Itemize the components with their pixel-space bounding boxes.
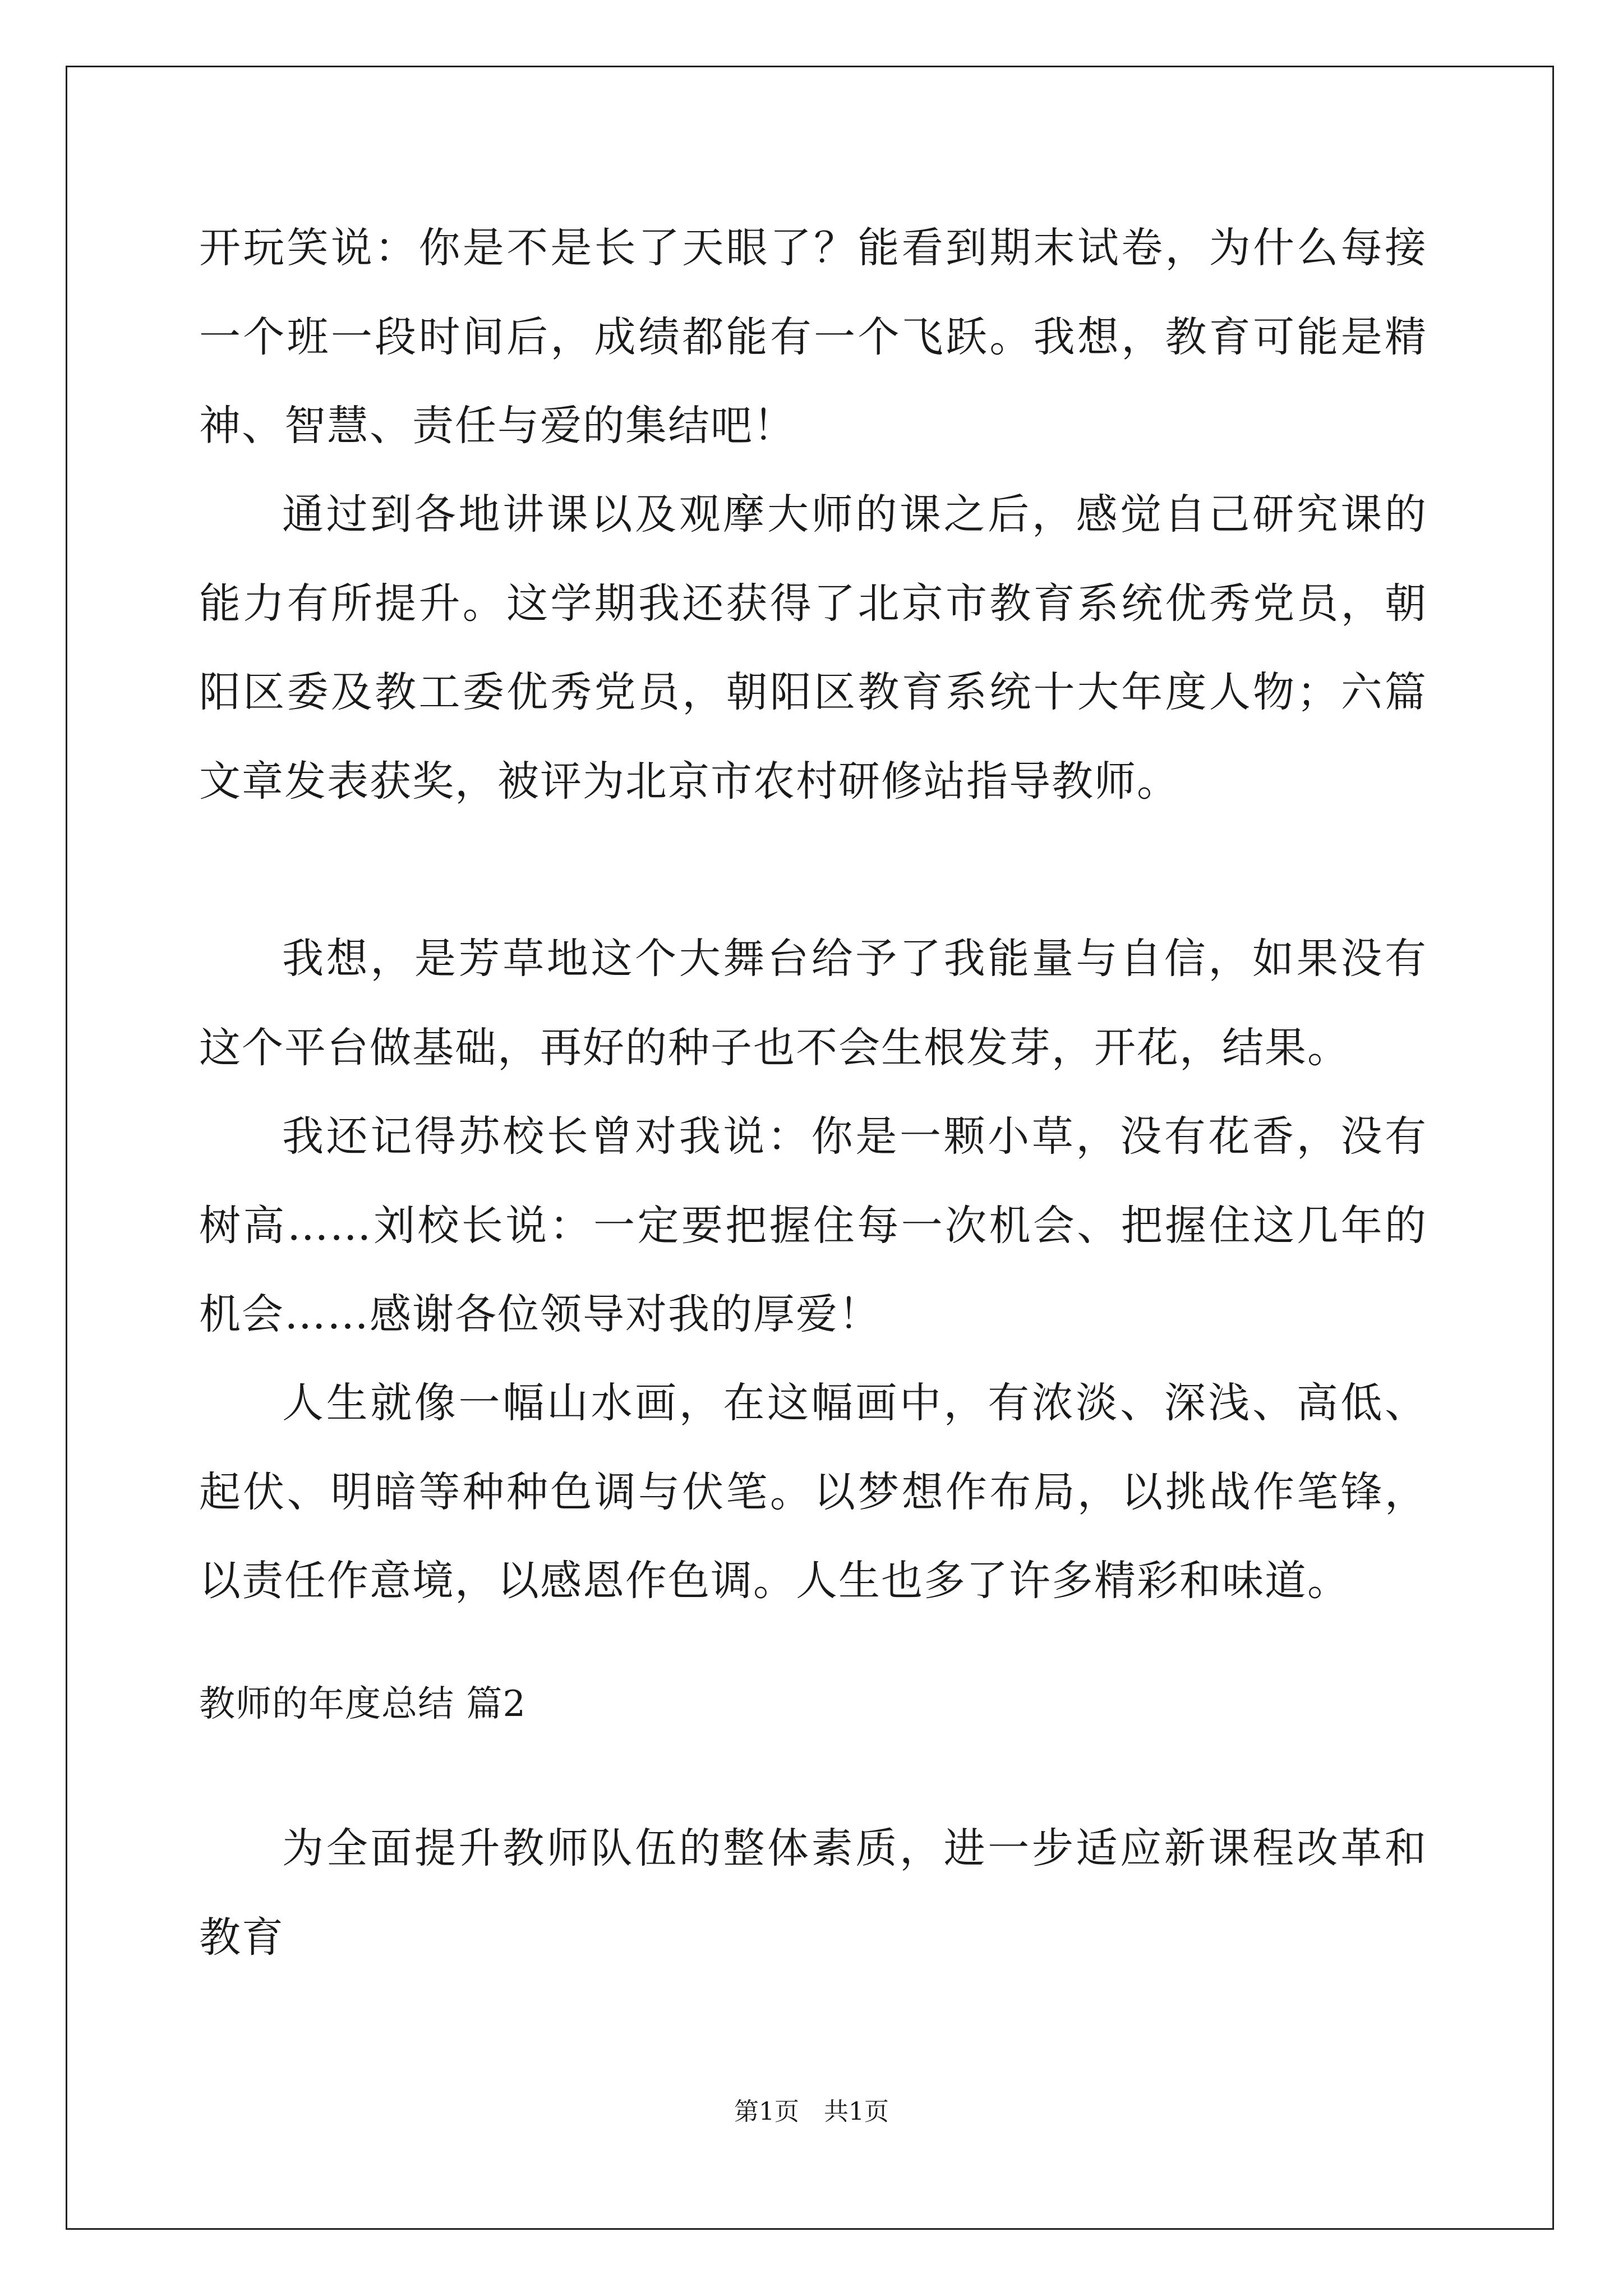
paragraph-principals: 我还记得苏校长曾对我说：你是一颗小草，没有花香，没有树高……刘校长说：一定要把握住每一次机会、把握住这几年的机会……感谢各位领导对我的厚爱！ xyxy=(199,1112,1427,1338)
page-number-footer: 第1页 共1页 xyxy=(734,2097,889,2126)
section-heading: 教师的年度总结 篇2 xyxy=(199,1683,527,1725)
paragraph-achievements: 通过到各地讲课以及观摩大师的课之后，感觉自己研究课的能力有所提升。这学期我还获得了北京市教育系统优秀党员，朝阳区委及教工委优秀党员，朝阳区教育系统十大年度人物；六篇文章发表获奖，被评为北京市农村研修站指导教师。 xyxy=(199,490,1427,806)
paragraph-platform: 我想，是芳草地这个大舞台给予了我能量与自信，如果没有这个平台做基础，再好的种子也不会生根发芽，开花，结果。 xyxy=(199,935,1427,1072)
paragraph-continuation: 开玩笑说：你是不是长了天眼了？能看到期末试卷，为什么每接一个班一段时间后，成绩都能有一个飞跃。我想，教育可能是精神、智慧、责任与爱的集结吧！ xyxy=(199,224,1427,450)
paragraph-life-painting: 人生就像一幅山水画，在这幅画中，有浓淡、深浅、高低、起伏、明暗等种种色调与伏笔。以梦想作布局，以挑战作笔锋，以责任作意境，以感恩作色调。人生也多了许多精彩和味道。 xyxy=(199,1379,1427,1605)
paragraph-section-2: 为全面提升教师队伍的整体素质，进一步适应新课程改革和教育 xyxy=(199,1824,1427,1962)
